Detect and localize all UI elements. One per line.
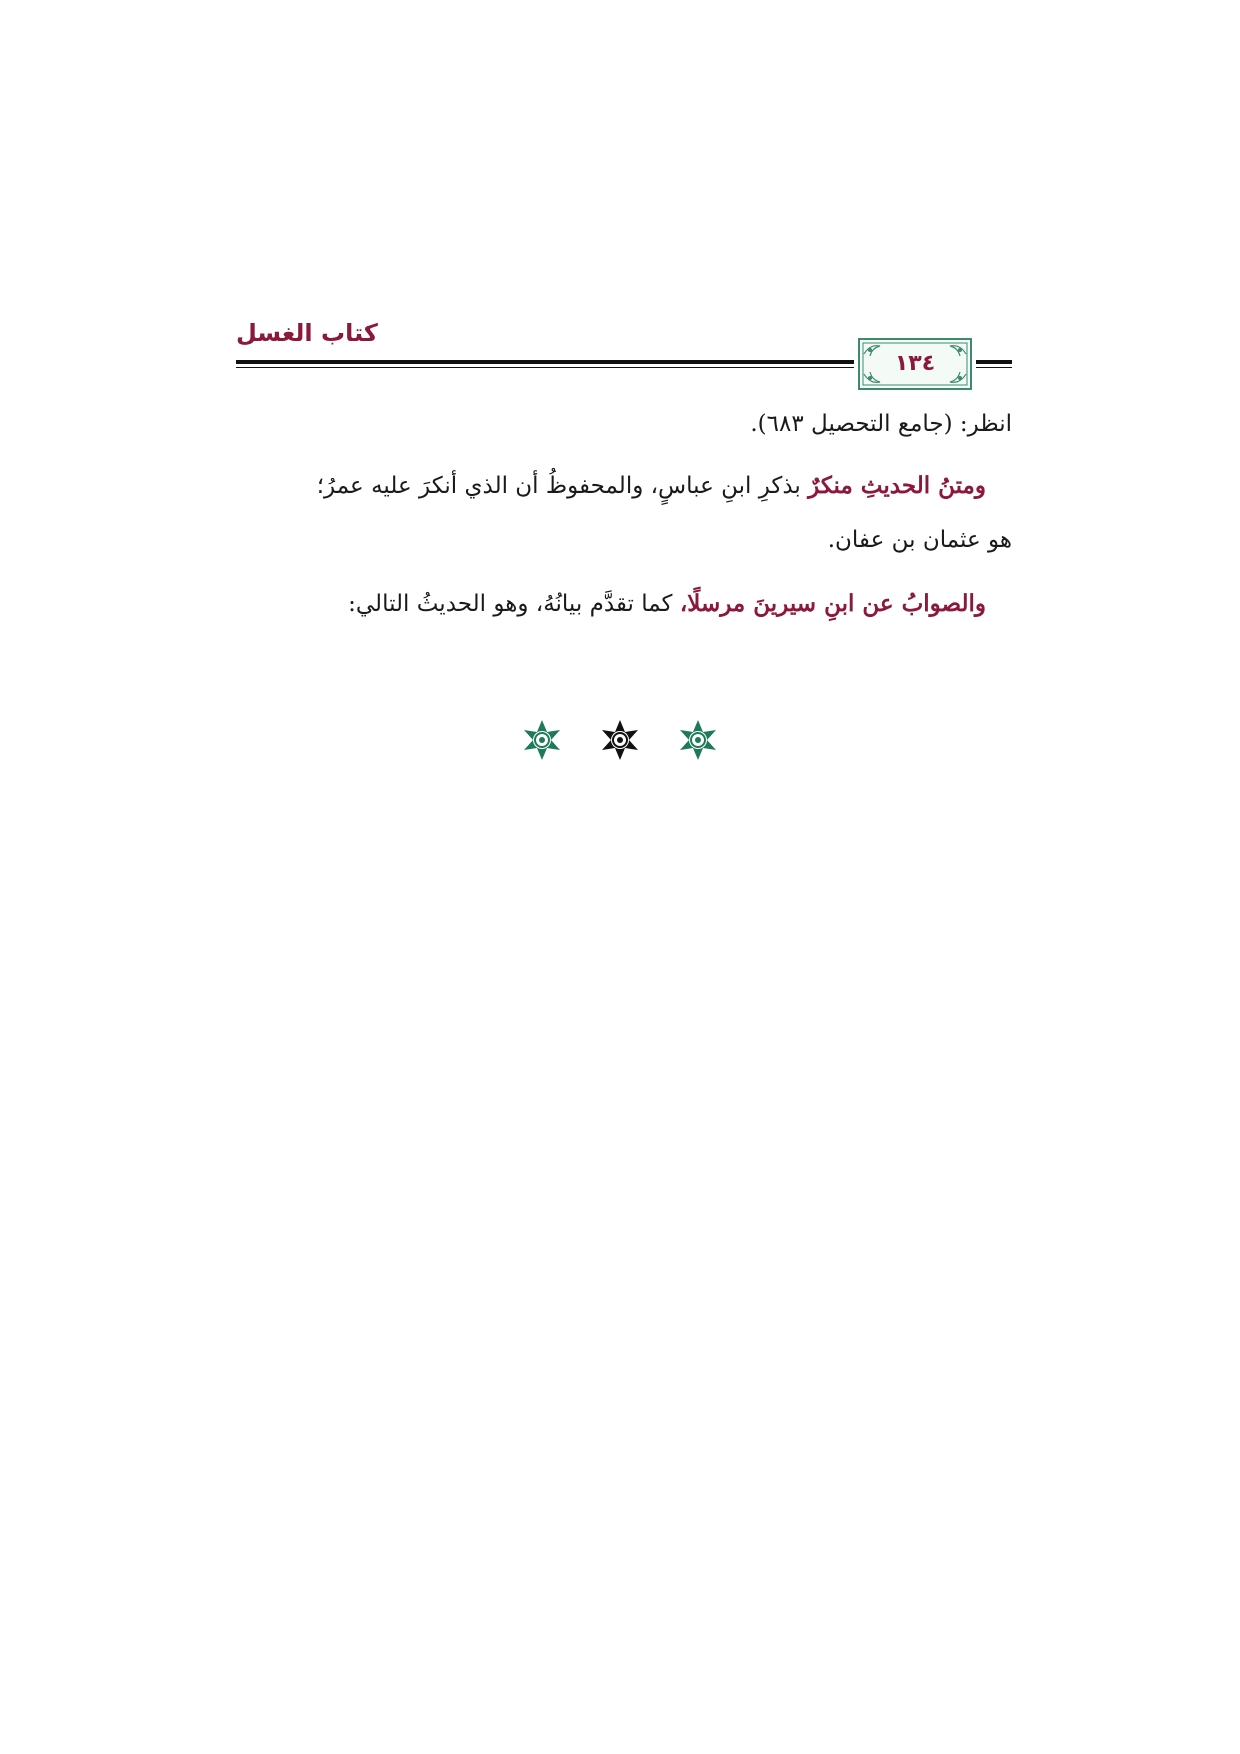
page-number-frame (858, 338, 972, 390)
header-rule-thin-right (976, 367, 1012, 368)
highlight-matn: ومتنُ الحديثِ منكرٌ (808, 472, 986, 499)
header-rule-thin (236, 367, 854, 368)
sawab-text: كما تقدَّم بيانُهُ، وهو الحديثُ التالي: (348, 591, 680, 617)
text-line-matn (236, 468, 1012, 504)
uthman-text: هو عثمان بن عفان. (827, 527, 1012, 553)
section-divider-ornaments (520, 718, 720, 768)
green-flower-icon (520, 718, 564, 762)
black-flower-icon (598, 718, 642, 762)
page-number: ١٣٤ (894, 351, 936, 376)
matn-text: بذكرِ ابنِ عباسٍ، والمحفوظُ أن الذي أنكرَ عليه عمرُ؛ (316, 473, 809, 499)
text-line-sawab (236, 586, 1012, 622)
green-flower-icon (676, 718, 720, 762)
page-header (236, 318, 1012, 390)
body-text (236, 406, 1012, 622)
highlight-sawab: والصوابُ عن ابنِ سيرينَ مرسلًا، (679, 590, 986, 617)
header-rule-thick (236, 360, 854, 364)
text-line-reference (236, 406, 1012, 442)
header-rule-thick-right (976, 360, 1012, 364)
reference-text: انظر: (جامع التحصيل ٦٨٣). (750, 411, 1012, 437)
text-line-uthman (236, 522, 1012, 558)
book-title: كتاب الغسل (236, 319, 378, 347)
